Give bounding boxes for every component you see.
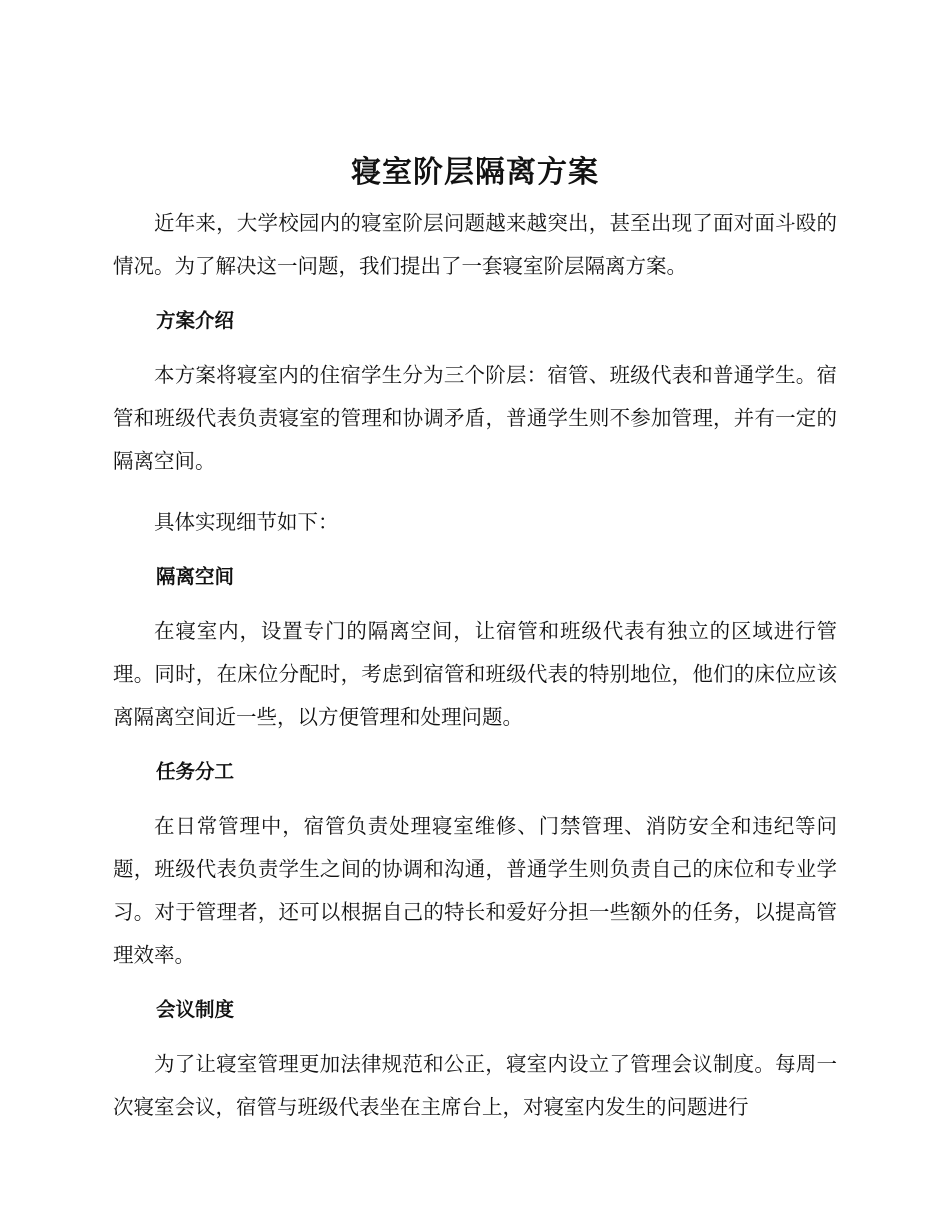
implementation-details-paragraph: 具体实现细节如下：	[154, 510, 339, 534]
plan-introduction-paragraph: 本方案将寝室内的住宿学生分为三个阶层：宿管、班级代表和普通学生。宿管和班级代表负责寝室的管理和协调矛盾，普通学生则不参加管理，并有一定的隔离空间。	[113, 363, 837, 473]
task-division-paragraph: 在日常管理中，宿管负责处理寝室维修、门禁管理、消防安全和违纪等问题，班级代表负责学生之间的协调和沟通，普通学生则负责自己的床位和专业学习。对于管理者，还可以根据自己的特长和爱好分担一些额外的任务，以提高管理效率。	[113, 814, 837, 967]
section-heading-isolation-space: 隔离空间	[156, 565, 235, 588]
intro-paragraph: 近年来，大学校园内的寝室阶层问题越来越突出，甚至出现了面对面斗殴的情况。为了解决这一问题，我们提出了一套寝室阶层隔离方案。	[113, 211, 837, 278]
isolation-space-paragraph: 在寝室内，设置专门的隔离空间，让宿管和班级代表有独立的区域进行管理。同时，在床位分配时，考虑到宿管和班级代表的特别地位，他们的床位应该离隔离空间近一些，以方便管理和处理问题。	[113, 619, 837, 729]
document-body	[113, 150, 837, 1147]
document-title: 寝室阶层隔离方案	[351, 155, 599, 190]
section-heading-plan-introduction: 方案介绍	[156, 309, 235, 332]
section-heading-meeting-system: 会议制度	[156, 998, 235, 1021]
meeting-system-paragraph: 为了让寝室管理更加法律规范和公正，寝室内设立了管理会议制度。每周一次寝室会议，宿管与班级代表坐在主席台上，对寝室内发生的问题进行	[113, 1052, 837, 1119]
section-heading-task-division: 任务分工	[156, 760, 235, 783]
